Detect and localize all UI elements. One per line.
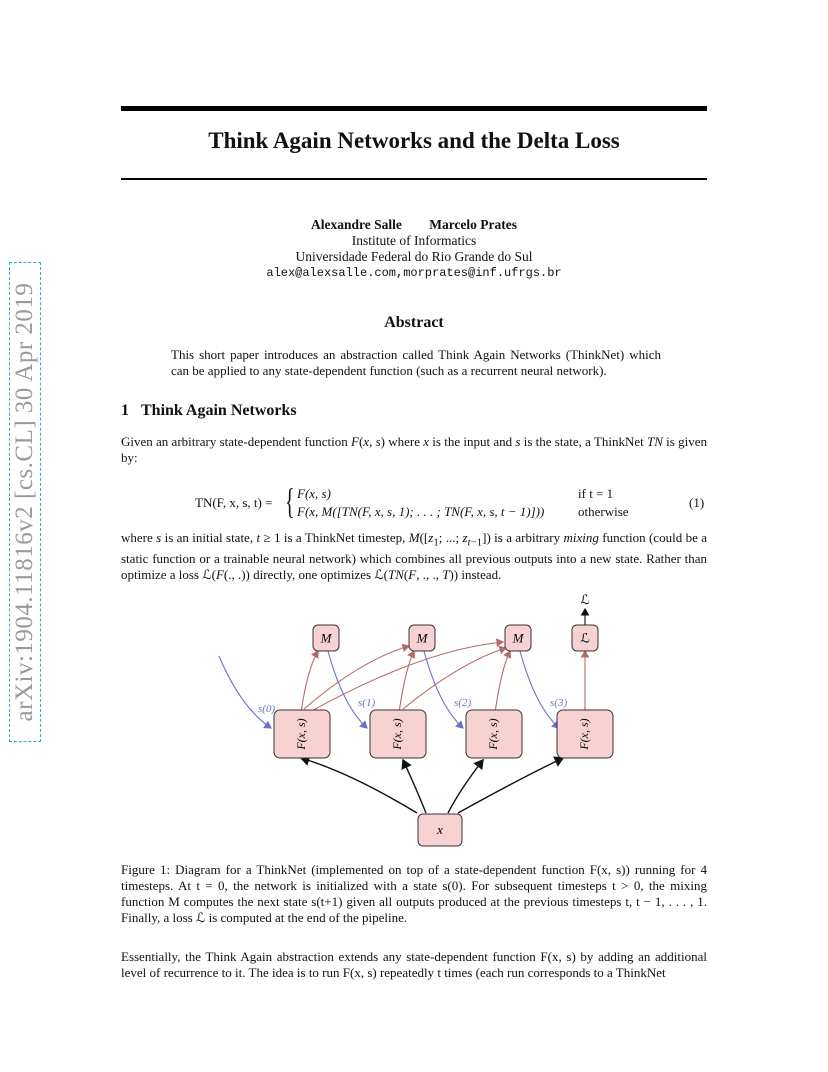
mixing-node <box>505 625 531 651</box>
mixing-node <box>313 625 339 651</box>
title-rule <box>121 178 707 180</box>
equation-lhs: TN(F, x, s, t) = <box>195 495 273 510</box>
equation-brace: { <box>285 481 295 521</box>
mixing-node <box>409 625 435 651</box>
equation-cond-2: otherwise <box>578 504 629 519</box>
state-label: s(3) <box>550 697 568 709</box>
authors-block <box>121 217 707 281</box>
mixing-node-label: M <box>512 630 524 646</box>
input-node <box>418 814 462 846</box>
function-node-label: F(x, s) <box>293 718 308 750</box>
thinknet-diagram <box>121 588 707 854</box>
section-title: Think Again Networks <box>141 402 297 419</box>
abstract-text: This short paper introduces an abstraction called Think Again Networks (ThinkNet) which can be applied to any state-dependent function (such as a recurrent neural network). <box>171 347 661 378</box>
equation-1 <box>121 481 707 524</box>
loss-node <box>572 625 598 651</box>
affiliation: Universidade Federal do Rio Grande do Sul <box>295 249 533 264</box>
section-number: 1 <box>121 402 129 419</box>
state-label: s(2) <box>454 697 472 709</box>
loss-output-label: ℒ <box>580 592 590 607</box>
function-node <box>370 710 426 758</box>
mixing-node-label: M <box>320 630 332 646</box>
function-node <box>274 710 330 758</box>
output-arrows <box>301 642 585 713</box>
function-node-label: F(x, s) <box>576 718 591 750</box>
author-emails[interactable]: alex@alexsalle.com,morprates@inf.ufrgs.br <box>266 266 562 280</box>
equation-cond-1: if t = 1 <box>578 486 614 501</box>
equation-number: (1) <box>689 495 705 510</box>
paper-title: Think Again Networks and the Delta Loss <box>208 128 620 153</box>
body-paragraph-final: Essentially, the Think Again abstraction extends any state-dependent function F(x, s) by adding an additional level of recurrence to it. The idea is to run F(x, s) repeatedly t times (each run corresponds to a ThinkNet <box>121 949 707 980</box>
input-node-label: x <box>437 822 443 837</box>
body-paragraph: Given an arbitrary state-dependent function F(x, s) where x is the input and s is the state, a ThinkNet TN is given by: <box>121 434 707 465</box>
arxiv-stamp: arXiv:1904.11816v2 [cs.CL] 30 Apr 2019 <box>9 262 41 742</box>
author-name: Marcelo Prates <box>429 217 518 232</box>
figure-caption: Figure 1: Diagram for a ThinkNet (implemented on top of a state-dependent function F(x, s)) running for 4 timesteps. At t = 0, the network is initialized with a state s(0). For subsequent timesteps t > 0, the mixing function M computes the next state s(t+1) given all outputs produced at the previous timesteps t, t − 1, . . . , 1. Finally, a loss ℒ is computed at the end of the pipeline. <box>121 862 707 925</box>
body-paragraph: where s is an initial state, t ≥ 1 is a ThinkNet timestep, $M([z_1$; ...; $z_{t-1}$]) is a arbitrary mixing function (could be a static function or a trainable neural network) which combines all previous outputs into a new state. Rather than optimize a loss ℒ(F(., .)) directly, one optimizes ℒ(TN(F, ., ., T)) instead. <box>121 530 707 582</box>
section-heading <box>121 402 297 420</box>
function-node <box>557 710 613 758</box>
function-node-label: F(x, s) <box>485 718 500 750</box>
state-label: s(1) <box>358 697 376 709</box>
equation-case-1: F(x, s) <box>297 486 331 501</box>
affiliation: Institute of Informatics <box>351 233 477 248</box>
author-name: Alexandre Salle <box>310 217 402 232</box>
input-arrows <box>301 758 563 813</box>
state-label: s(0) <box>258 703 276 715</box>
loss-node-label: ℒ <box>580 630 590 646</box>
equation-case-2: F(x, M([TN(F, x, s, 1); . . . ; TN(F, x, s, t − 1)])) <box>297 504 545 519</box>
function-node-label: F(x, s) <box>389 718 404 750</box>
mixing-node-label: M <box>416 630 428 646</box>
abstract-heading: Abstract <box>384 314 444 331</box>
function-node <box>466 710 522 758</box>
top-rule <box>121 106 707 111</box>
